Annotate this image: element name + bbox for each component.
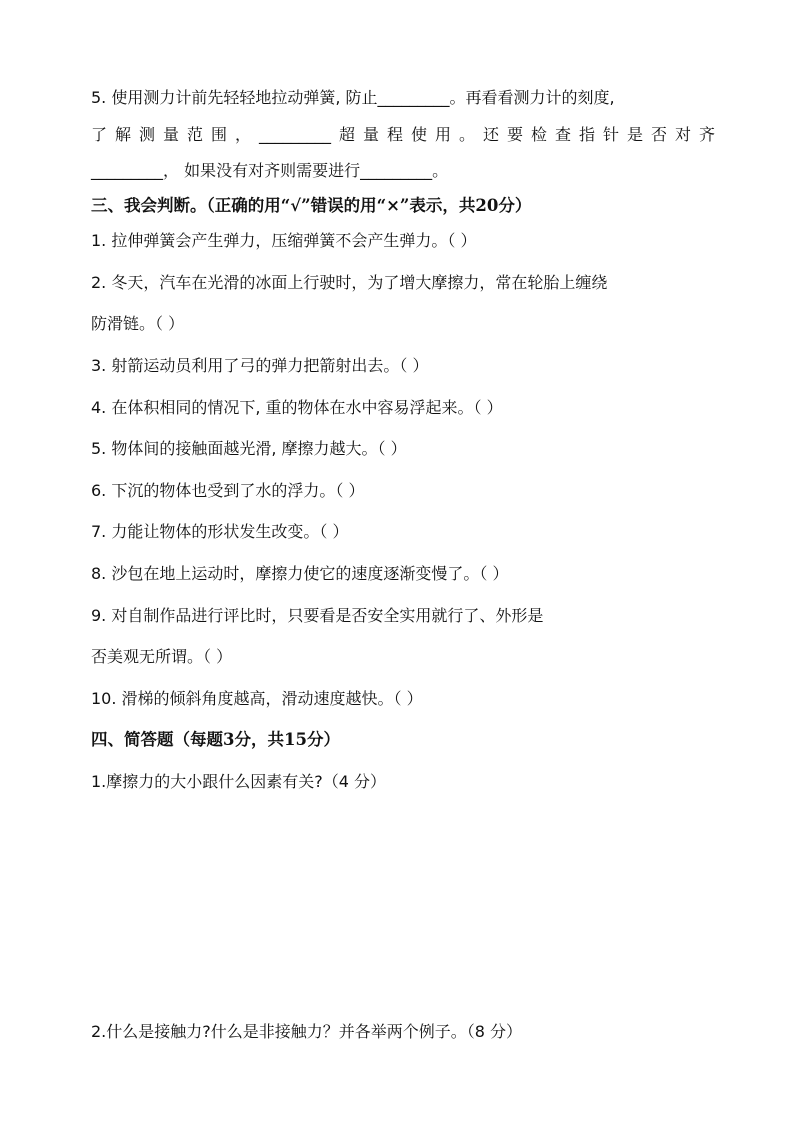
judge-item-6: 6. 下沉的物体也受到了水的浮力。（ ） xyxy=(91,481,365,500)
section4-title: 四、简答题（每题3分，共15分） xyxy=(91,730,340,749)
text-fragment: 围 xyxy=(211,125,228,144)
fill-blank-q5-line1: 5. 使用测力计前先轻轻地拉动弹簧, 防止_________。再看看测力计的刻度, xyxy=(91,88,615,107)
judge-item-9-cont: 否美观无所谓。（ ） xyxy=(91,647,233,666)
text-fragment: 解 xyxy=(115,125,132,144)
text-fragment: 。 xyxy=(458,125,475,144)
text-fragment: 是 xyxy=(626,125,643,144)
fill-blank-q5-line3: _________， 如果没有对齐则需要进行_________。 xyxy=(91,161,449,180)
text-fragment: 用 xyxy=(434,125,451,144)
text-fragment: 查 xyxy=(554,125,571,144)
text-fragment: 量 xyxy=(362,125,379,144)
text-fragment: ， xyxy=(235,125,252,144)
text-fragment: 要 xyxy=(506,125,523,144)
text-fragment: 否 xyxy=(650,125,667,144)
judge-item-5: 5. 物体间的接触面越光滑, 摩擦力越大。（ ） xyxy=(91,439,407,458)
text-fragment: 了 xyxy=(91,125,108,144)
judge-item-3: 3. 射箭运动员利用了弓的弹力把箭射出去。（ ） xyxy=(91,356,429,375)
judge-item-4: 4. 在体积相同的情况下, 重的物体在水中容易浮起来。（ ） xyxy=(91,398,503,417)
judge-item-10: 10. 滑梯的倾斜角度越高，滑动速度越快。（ ） xyxy=(91,689,423,708)
fill-blank-q5-line2 xyxy=(91,125,715,145)
text-fragment: 超 xyxy=(338,125,355,144)
text-fragment: 对 xyxy=(674,125,691,144)
section3-title: 三、我会判断。（正确的用“√”错误的用“×”表示，共20分） xyxy=(91,196,532,215)
text-fragment: 齐 xyxy=(698,125,715,144)
judge-item-2-cont: 防滑链。（ ） xyxy=(91,314,185,333)
judge-item-9: 9. 对自制作品进行评比时，只要看是否安全实用就行了、外形是 xyxy=(91,606,544,625)
text-fragment: 指 xyxy=(578,125,595,144)
text-fragment: 针 xyxy=(602,125,619,144)
judge-item-1: 1. 拉伸弹簧会产生弹力，压缩弹簧不会产生弹力。（ ） xyxy=(91,231,477,250)
judge-item-2: 2. 冬天，汽车在光滑的冰面上行驶时，为了增大摩擦力，常在轮胎上缠绕 xyxy=(91,273,608,292)
judge-item-8: 8. 沙包在地上运动时，摩擦力使它的速度逐渐变慢了。（ ） xyxy=(91,564,509,583)
text-fragment: 测 xyxy=(139,125,156,144)
text-fragment: 检 xyxy=(530,125,547,144)
text-fragment: 程 xyxy=(386,125,403,144)
text-fragment: 还 xyxy=(482,125,499,144)
blank: _________ xyxy=(259,125,331,144)
text-fragment: 使 xyxy=(410,125,427,144)
short-answer-q1: 1.摩擦力的大小跟什么因素有关?（4 分） xyxy=(91,772,387,791)
text-fragment: 量 xyxy=(163,125,180,144)
short-answer-q2: 2.什么是接触力?什么是非接触力？并各举两个例子。（8 分） xyxy=(91,1022,523,1041)
judge-item-7: 7. 力能让物体的形状发生改变。（ ） xyxy=(91,522,349,541)
text-fragment: 范 xyxy=(187,125,204,144)
